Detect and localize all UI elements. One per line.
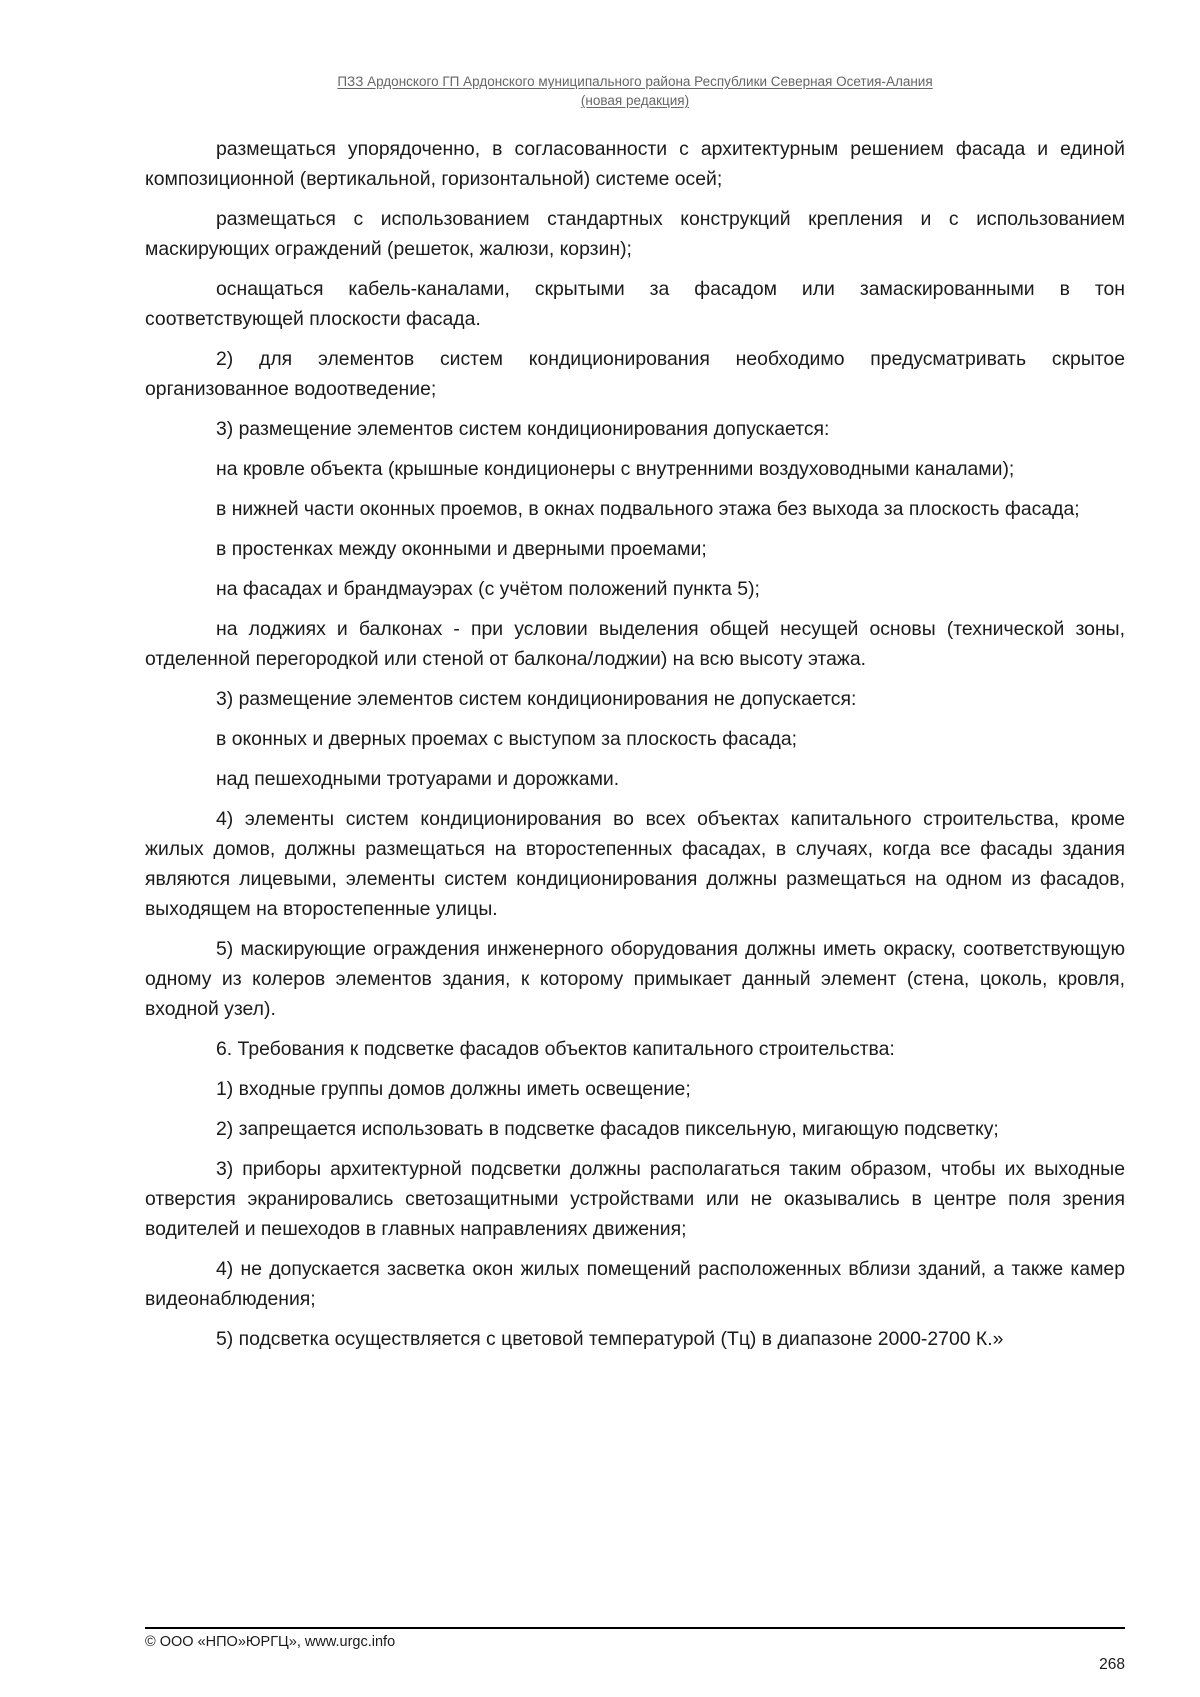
paragraph: на лоджиях и балконах - при условии выделения общей несущей основы (технической зоны, отделенной перегородкой или стеной от балкона/лоджии) на всю высоту этажа. — [145, 618, 1125, 670]
paragraph: оснащаться кабель-каналами, скрытыми за фасадом или замаскированными в тон соответствующей плоскости фасада. — [145, 278, 1125, 330]
paragraph: 1) входные группы домов должны иметь освещение; — [216, 1078, 691, 1100]
paragraph: 2) для элементов систем кондиционирования необходимо предусматривать скрытое организованное водоотведение; — [145, 348, 1125, 400]
paragraph: 5) подсветка осуществляется с цветовой температурой (Тц) в диапазоне 2000-2700 К.» — [216, 1328, 1004, 1350]
paragraph: 5) маскирующие ограждения инженерного оборудования должны иметь окраску, соответствующую одному из колеров элементов здания, к которому примыкает данный элемент (стена, цоколь, кровля, входной узел). — [145, 938, 1125, 1020]
page-header — [145, 72, 1125, 110]
paragraph: 4) не допускается засветка окон жилых помещений расположенных вблизи зданий, а также камер видеонаблюдения; — [145, 1258, 1125, 1310]
paragraph: 3) размещение элементов систем кондиционирования допускается: — [216, 418, 830, 440]
footer-copyright: © ООО «НПО»ЮРГЦ», www.urgc.info — [145, 1634, 396, 1650]
paragraph: 4) элементы систем кондиционирования во всех объектах капитального строительства, кроме жилых домов, должны размещаться на второстепенных фасадах, в случаях, когда все фасады здания являются лицевыми, элементы систем кондиционирования должны размещаться на одном из фасадов, выходящем на второстепенные улицы. — [145, 808, 1125, 920]
paragraph: 6. Требования к подсветке фасадов объектов капитального строительства: — [216, 1038, 895, 1060]
paragraph: в простенках между оконными и дверными проемами; — [216, 538, 707, 560]
header-subtitle: (новая редакция) — [580, 93, 690, 108]
paragraph: в оконных и дверных проемах с выступом за плоскость фасада; — [216, 728, 797, 750]
paragraph: 3) размещение элементов систем кондиционирования не допускается: — [216, 688, 857, 710]
paragraph: 3) приборы архитектурной подсветки должны располагаться таким образом, чтобы их выходные отверстия экранировались светозащитными устройствами или не оказывались в центре поля зрения водителей и пешеходов в главных направлениях движения; — [145, 1158, 1125, 1240]
paragraph: 2) запрещается использовать в подсветке фасадов пиксельную, мигающую подсветку; — [216, 1118, 999, 1140]
document-body — [145, 134, 1125, 1364]
paragraph: размещаться с использованием стандартных конструкций крепления и с использованием маскирующих ограждений (решеток, жалюзи, корзин); — [145, 208, 1125, 260]
paragraph: размещаться упорядоченно, в согласованности с архитектурным решением фасада и единой композиционной (вертикальной, горизонтальной) системе осей; — [145, 138, 1125, 190]
header-title: ПЗЗ Ардонского ГП Ардонского муниципального района Республики Северная Осетия-Алания — [337, 74, 933, 89]
paragraph: на фасадах и брандмауэрах (с учётом положений пункта 5); — [216, 578, 760, 600]
paragraph: на кровле объекта (крышные кондиционеры с внутренними воздуховодными каналами); — [216, 458, 1015, 480]
page-number: 268 — [1099, 1656, 1125, 1673]
page-footer — [145, 1627, 1125, 1673]
paragraph: в нижней части оконных проемов, в окнах подвального этажа без выхода за плоскость фасада; — [216, 498, 1080, 520]
paragraph: над пешеходными тротуарами и дорожками. — [216, 768, 620, 790]
